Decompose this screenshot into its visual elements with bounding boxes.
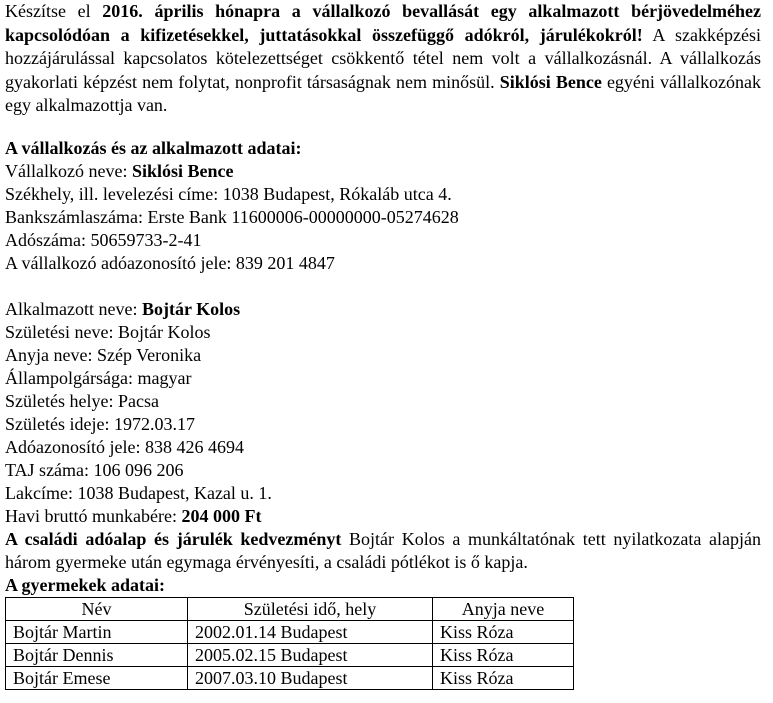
intro-text-3: egyéni vállalkozónak egy alkalmazottja van. [5, 71, 761, 115]
intro-owner-bold: Siklósi Bence [499, 71, 602, 92]
family-allowance-paragraph [5, 528, 761, 574]
company-tax-id: A vállalkozó adóazonosító jele: 839 201 4847 [5, 253, 335, 273]
child-name: Bojtár Emese [6, 667, 188, 690]
table-header-row [6, 598, 574, 621]
salary-value: 204 000 Ft [181, 506, 262, 526]
company-address: Székhely, ill. levelezési címe: 1038 Budapest, Rókaláb utca 4. [5, 184, 452, 204]
owner-line [5, 160, 233, 183]
child-name: Bojtár Martin [6, 621, 188, 644]
column-header-name: Név [6, 598, 188, 621]
company-heading: A vállalkozás és az alkalmazott adatai: [5, 138, 302, 158]
employee-name: Bojtár Kolos [141, 299, 241, 319]
company-bank: Bankszámlaszáma: Erste Bank 11600006-00000000-05274628 [5, 207, 459, 227]
child-mother: Kiss Róza [433, 644, 574, 667]
table-row [6, 621, 574, 644]
owner-name: Siklósi Bence [131, 161, 234, 181]
column-header-birth: Születési idő, hely [188, 598, 433, 621]
employee-birth-name: Születési neve: Bojtár Kolos [5, 322, 211, 342]
salary-label: Havi bruttó munkabére: [5, 506, 182, 526]
employee-birth-place: Születés helye: Pacsa [5, 391, 159, 411]
employee-mother: Anyja neve: Szép Veronika [5, 345, 202, 365]
employee-taj: TAJ száma: 106 096 206 [5, 460, 184, 480]
child-birth: 2002.01.14 Budapest [188, 621, 433, 644]
family-allowance-text: Bojtár Kolos a munkáltatónak tett nyilatkozata alapján három gyermeke után egymaga érvényesíti, a családi pótlékot is ő kapja. [5, 529, 761, 572]
employee-address: Lakcíme: 1038 Budapest, Kazal u. 1. [5, 483, 272, 503]
children-table [5, 597, 574, 690]
employee-name-label: Alkalmazott neve: [5, 299, 142, 319]
employee-name-line [5, 298, 240, 321]
employee-birth-date: Születés ideje: 1972.03.17 [5, 414, 195, 434]
task-intro [5, 0, 761, 118]
table-row [6, 644, 574, 667]
owner-label: Vállalkozó neve: [5, 161, 132, 181]
intro-text: Készítse el [5, 1, 103, 21]
intro-text-2: A szakképzési hozzájárulással kapcsolatos kötelezettséget csökkentő tétel nem volt a vállalkozásnál. A vállalkozás gyakorlati képzést nem folytat, nonprofit társaságnak nem minősül. [5, 24, 761, 92]
company-tax-number: Adószáma: 50659733-2-41 [5, 230, 202, 250]
employee-citizenship: Állampolgársága: magyar [5, 368, 192, 388]
child-mother: Kiss Róza [433, 621, 574, 644]
column-header-mother: Anyja neve [433, 598, 574, 621]
intro-task-bold: 2016. április hónapra a vállalkozó bevallását egy alkalmazott bérjövedelméhez kapcsolódóan a kifizetésekkel, juttatásokkal összefüggő adókról, járulékokról! [5, 1, 762, 45]
children-heading: A gyermekek adatai: [5, 575, 165, 595]
family-allowance-bold: A családi adóalap és járulék kedvezményt [5, 529, 342, 549]
child-birth: 2007.03.10 Budapest [188, 667, 433, 690]
child-mother: Kiss Róza [433, 667, 574, 690]
employee-salary-line [5, 505, 261, 528]
child-name: Bojtár Dennis [6, 644, 188, 667]
table-row [6, 667, 574, 690]
child-birth: 2005.02.15 Budapest [188, 644, 433, 667]
employee-tax-id: Adóazonosító jele: 838 426 4694 [5, 437, 244, 457]
